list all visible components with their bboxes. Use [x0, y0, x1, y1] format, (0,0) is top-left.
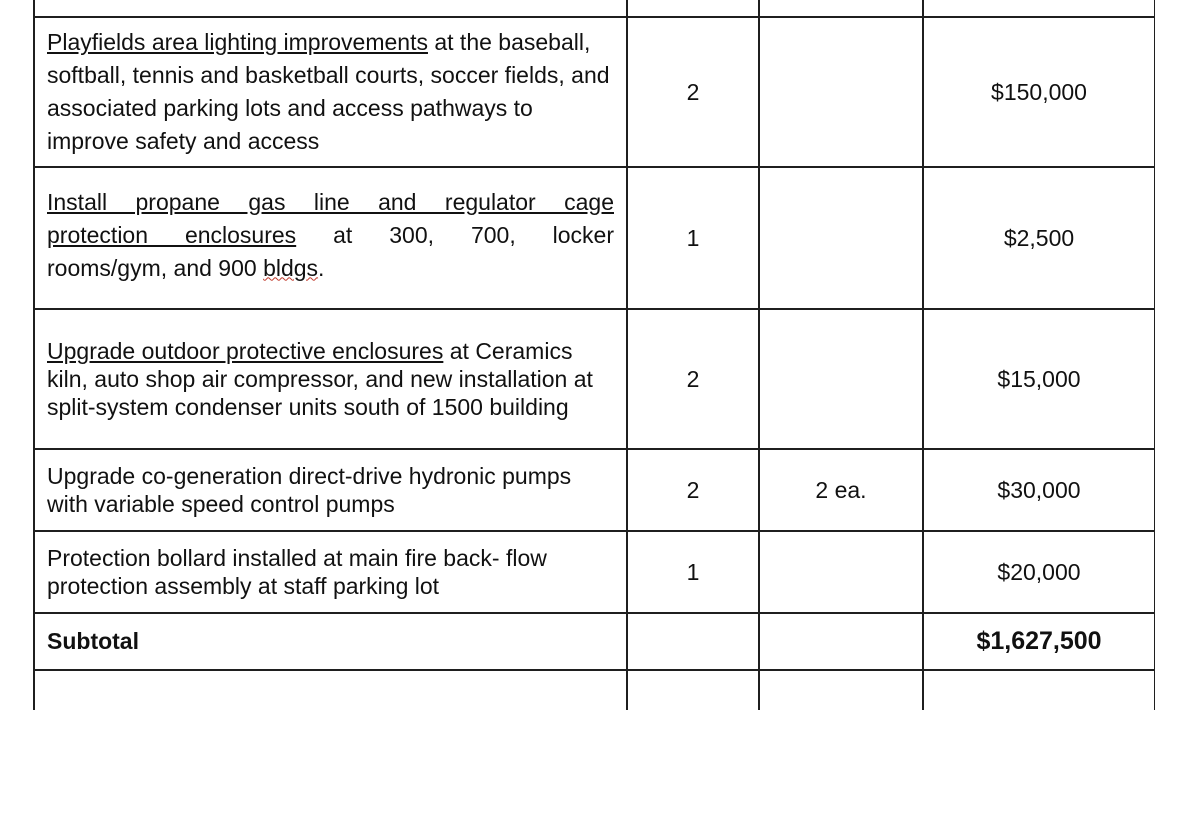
- description-link[interactable]: Upgrade outdoor protective enclosures: [47, 338, 444, 364]
- description-text: at 300, 700, locker: [296, 221, 615, 248]
- table-row: [34, 17, 1155, 167]
- priority-cell: 2: [627, 309, 759, 449]
- cost-cell: $30,000: [923, 449, 1155, 531]
- description-cell: [34, 449, 627, 531]
- priority-cell: 1: [627, 167, 759, 309]
- description-cell: [34, 17, 627, 167]
- quantity-cell: [759, 17, 923, 167]
- cost-cell: $15,000: [923, 309, 1155, 449]
- priority-cell: 2: [627, 17, 759, 167]
- table-row: [34, 449, 1155, 531]
- cost-cell: $20,000: [923, 531, 1155, 613]
- cost-table-container: [33, 0, 1155, 710]
- quantity-cell: [759, 167, 923, 309]
- subtotal-label: Subtotal: [34, 613, 627, 670]
- description-text: at the baseball, softball, tennis and basketball courts, soccer fields, and associated parking lots and access pathways to improve safety and access: [47, 29, 610, 154]
- description-text: Upgrade co-generation direct-drive hydronic pumps with variable speed control pumps: [47, 463, 572, 517]
- description-link[interactable]: Install propane gas line and regulator cage: [47, 188, 614, 215]
- subtotal-value: $1,627,500: [923, 613, 1155, 670]
- description-cell: [34, 167, 627, 309]
- description-cell: [34, 309, 627, 449]
- table-row-stub-bottom: [34, 670, 1155, 710]
- table-row-stub-top: [34, 0, 1155, 17]
- subtotal-row: [34, 613, 1155, 670]
- priority-cell: 1: [627, 531, 759, 613]
- spellcheck-word: bldgs: [263, 254, 319, 281]
- cost-cell: $150,000: [923, 17, 1155, 167]
- quantity-cell: [759, 309, 923, 449]
- priority-cell: 2: [627, 449, 759, 531]
- description-text: rooms/gym, and 900: [47, 254, 264, 281]
- description-link[interactable]: Playfields area lighting improvements: [47, 29, 428, 55]
- table-row: [34, 167, 1155, 309]
- description-link[interactable]: protection enclosures: [47, 221, 297, 248]
- description-text: .: [318, 254, 325, 281]
- quantity-cell: [759, 531, 923, 613]
- description-text: at Ceramics kiln, auto shop air compressor, and new installation at split-system condenser units south of 1500 building: [47, 338, 593, 420]
- cost-table: [33, 0, 1155, 710]
- cost-cell: $2,500: [923, 167, 1155, 309]
- description-text: Protection bollard installed at main fire back- flow protection assembly at staff parking lot: [47, 545, 547, 599]
- table-row: [34, 309, 1155, 449]
- description-cell: [34, 531, 627, 613]
- quantity-cell: 2 ea.: [759, 449, 923, 531]
- table-row: [34, 531, 1155, 613]
